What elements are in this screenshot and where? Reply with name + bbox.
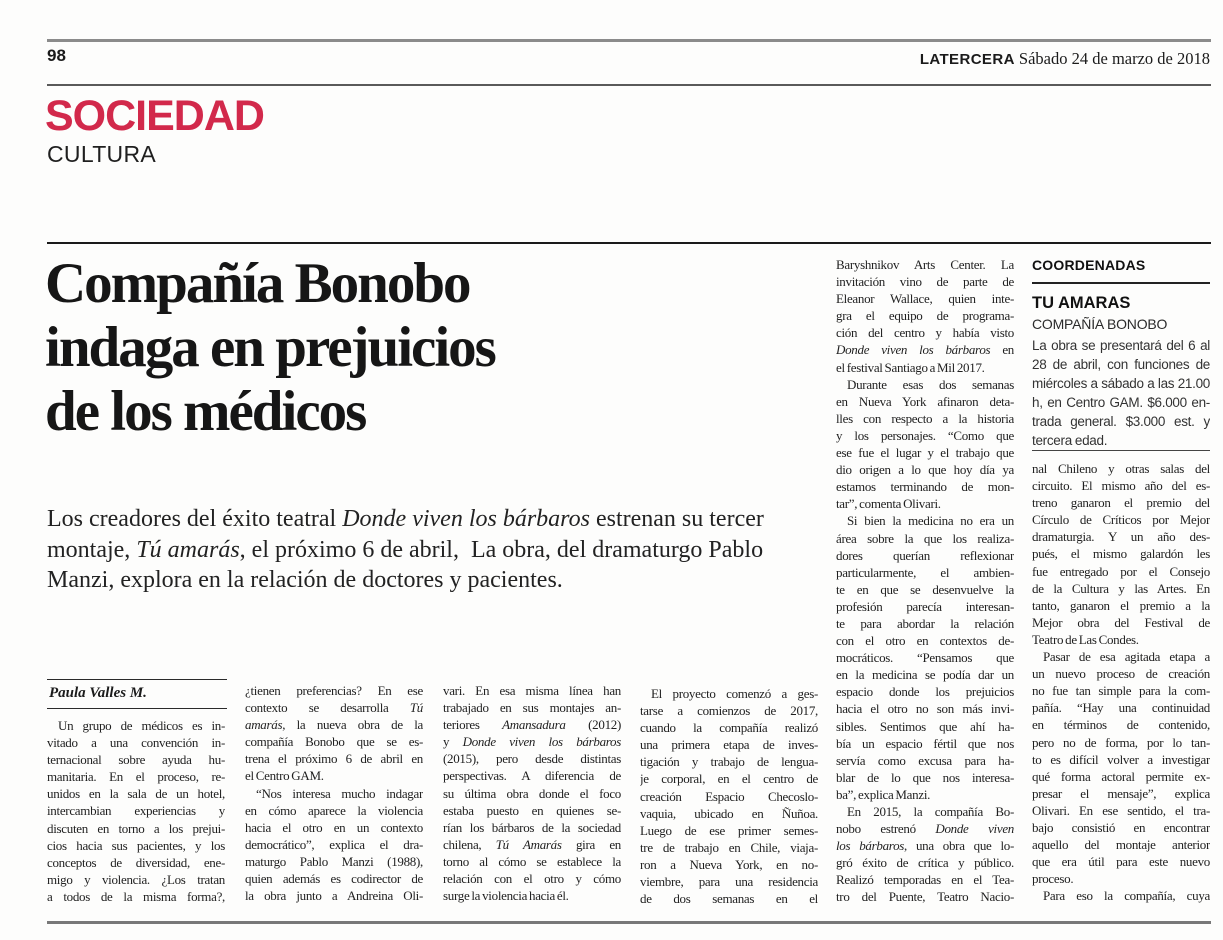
byline: Paula Valles M. <box>47 679 227 709</box>
sidebar-company: COMPAÑÍA BONOBO <box>1032 316 1168 332</box>
body-column-1: Un grupo de médicos es in- vitado a una convención in- ternacional sobre ayuda hu- manitaria. En el proceso, re- unidos en la sala de un hotel, intercambian experiencias y discuten en torno a los prejui- cios hacia sus pacientes, y los conceptos de diversidad, ene- migo y violencia. ¿Los tratan a todos de la misma forma?, <box>47 718 225 904</box>
body-column-4: El proyecto comenzó a ges- tarse a comienzos de 2017, cuando la compañía realizó una primera etapa de inves- tigación y trabajo de lengua- je corporal, en el centro de creación Espacio Checoslo- vaquia, ubicado en Ñuñoa. Luego de ese primer semes- tre de trabajo en Chile, viaja- ron a Nueva York, en no- viembre, para una residencia de dos semanas en el <box>640 686 818 907</box>
body-column-6: nal Chileno y otras salas del circuito. El mismo año del es- treno ganaron el premio del Círculo de Críticos por Mejor dramaturgia. Y un año des- pués, el mismo galardón les fue entregado por el Consejo de la Cultura y las Artes. En tanto, ganaron el premio a la Mejor obra del Festival de Teatro de Las Condes. Pasar de esa agitada etapa a un nuevo proceso de creación no fue tan simple para la com- pañía. “Hay una continuidad en términos de contenido, pero no de forma, por lo tan- to es difícil volver a investigar qué forma actoral permite ex- presar el mensaje”, explica Olivari. En ese sentido, el tra- bajo consistió en encontrar aquello del montaje anterior que era útil para este nuevo proceso. Para eso la compañía, cuya <box>1032 461 1210 904</box>
sidebar-details: La obra se presentará del 6 al 28 de abril, con funciones de miércoles a sábado a las 21.00 h, en Centro GAM. $6.000 en- trada general. $3.000 est. y tercera edad. <box>1032 338 1210 448</box>
article-deck: Los creadores del éxito teatral Donde viven los bárbaros estrenan su tercer montaje, Tú amarás, el próximo 6 de abril, La obra, del dramaturgo Pablo Manzi, explora en la relación de doctores y pacientes. <box>47 506 764 593</box>
section-title: SOCIEDAD <box>45 92 264 140</box>
body-column-5: Baryshnikov Arts Center. La invitación vino de parte de Eleanor Wallace, quien inte- gra el equipo de programa- ción del centro y había visto Donde viven los bárbaros en el festival Santiago a Mil 2017. Durante esas dos semanas en Nueva York afinaron deta- lles con respecto a la historia y los personajes. “Como que ese fue el lugar y el trabajo que dio origen a lo que hoy día ya estamos terminando de mon- tar”, comenta Olivari. Si bien la medicina no era un área sobre la que los realiza- dores querían reflexionar particularmente, el ambien- te en que se desenvuelve la profesión parecía interesan- te para abordar la relación con el otro en contextos de- mocráticos. “Pensamos que en la medicina se podía dar un espacio donde los prejuicios hacia el otro no son más invi- sibles. Sentimos que ahí ha- bía un espacio fértil que nos servía como excusa para ha- blar de lo que nos interesa- ba”, explica Manzi. En 2015, la compañía Bo- nobo estrenó Donde viven los bárbaros, una obra que lo- gró éxito de crítica y público. Realizó temporadas en el Tea- tro del Puente, Teatro Nacio- <box>836 257 1014 905</box>
article-headline: Compañía Bonobo indaga en prejuicios de los médicos <box>45 252 495 443</box>
body-column-3: vari. En esa misma línea han trabajado en sus montajes an- teriores Amansadura (2012) y Donde viven los bárbaros (2015), pero desde distintas perspectivas. A diferencia de su última obra donde el foco estaba puesto en quienes se- rían los bárbaros de la sociedad chilena, Tú Amarás gira en torno al cómo se establece la relación con el otro y cómo surge la violencia hacia él. <box>443 683 621 904</box>
masthead <box>920 49 1210 69</box>
page-number: 98 <box>47 46 66 65</box>
sidebar-kicker: COORDENADAS <box>1032 257 1146 273</box>
sidebar-divider <box>1032 282 1210 284</box>
sidebar-show-title: TU AMARAS <box>1032 294 1131 312</box>
subsection-title: CULTURA <box>47 141 157 167</box>
article-top-divider <box>47 242 1211 244</box>
header-divider <box>47 84 1211 86</box>
body-column-2: ¿tienen preferencias? En ese contexto se desarrolla Tú amarás, la nueva obra de la compañía Bonobo que se es- trena el próximo 6 de abril en el Centro GAM. “Nos interesa mucho indagar en cómo aparece la violencia hacia el otro en un contexto democrático”, explica el dra- maturgo Pablo Manzi (1988), quien además es codirector de la obra junto a Andreina Oli- <box>245 683 423 904</box>
masthead-brand: LATERCERA <box>919 51 1015 68</box>
top-divider <box>47 39 1211 42</box>
masthead-date: Sábado 24 de marzo de 2018 <box>1014 49 1210 68</box>
coordinates-box <box>1032 257 1210 451</box>
bottom-divider <box>47 921 1211 924</box>
